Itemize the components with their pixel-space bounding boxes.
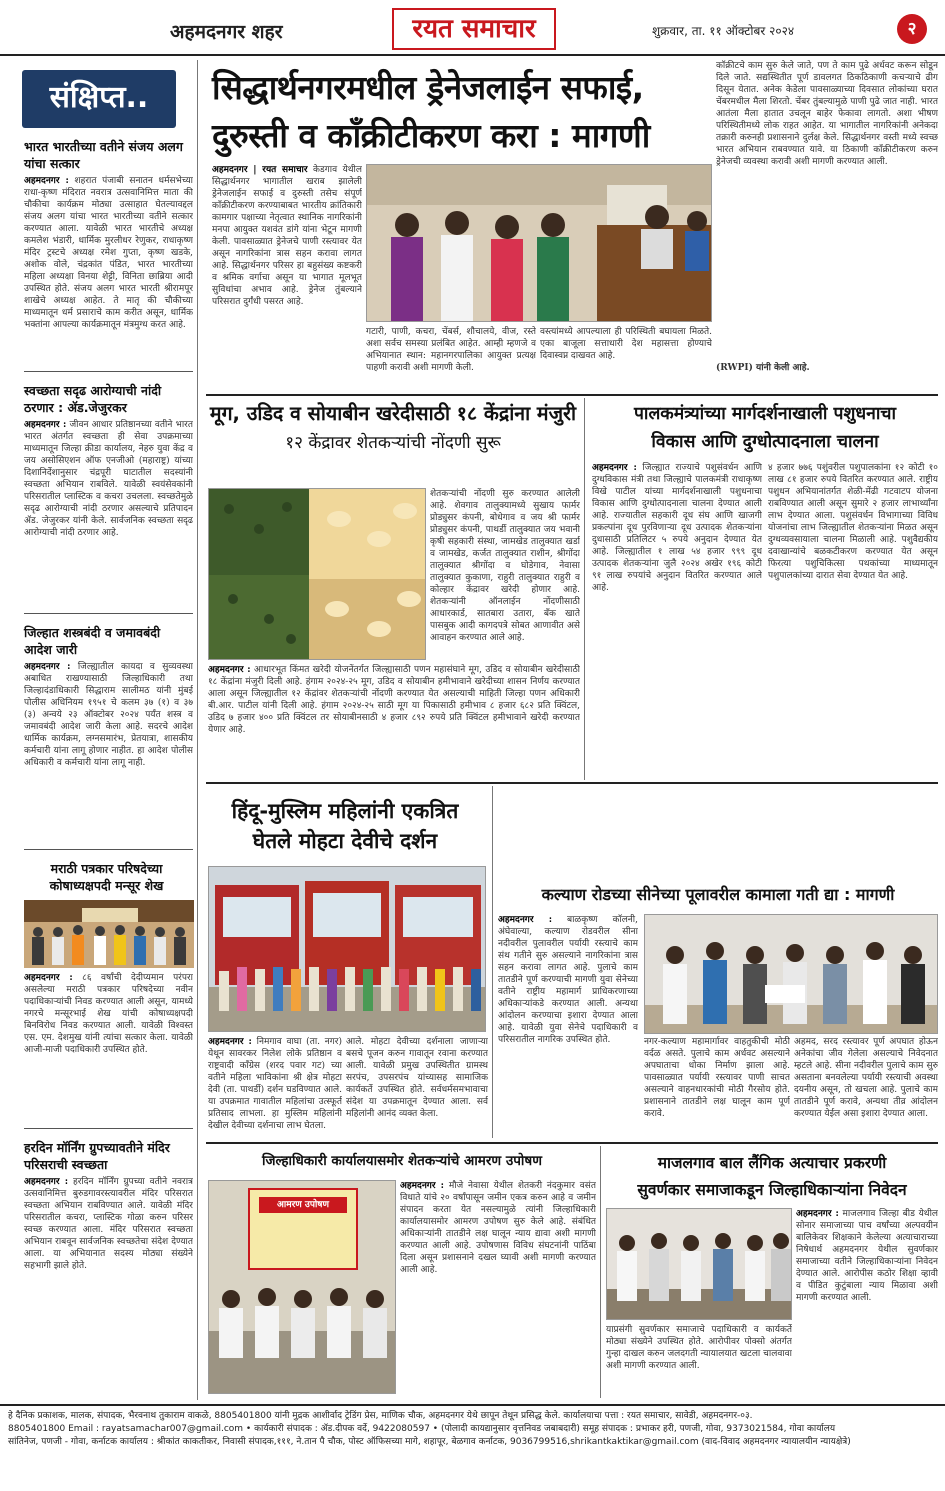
majalgaon-body-col2: याप्रसंगी सुवर्णकार समाजाचे पदाधिकारी व कार्यकर्ते मोठ्या संख्येने उपस्थित होते. आरोपीवर पोक्सो अंतर्गत गुन्हा दाखल करुन जलदगती न्यायालयात खटला चालवावा अशी मागणी करण्यात आली.	[606, 1325, 792, 1371]
lead-photo	[366, 164, 712, 322]
moong-subheadline: १२ केंद्रावर शेतकऱ्यांची नोंदणी सुरू	[285, 433, 501, 453]
goldsmith-delegation-image	[607, 1209, 792, 1320]
brief-heading: भारत भारतीच्या वतीने संजय अलग यांचा सत्कार	[24, 139, 183, 171]
collector-headline: जिल्हाधिकारी कार्यालयासमोर शेतकऱ्यांचे आमरण उपोषण	[262, 1153, 542, 1169]
dateline: अहमदनगर | रयत समाचार	[212, 165, 308, 175]
dateline: अहमदनगर :	[24, 1177, 69, 1187]
grains-image	[209, 489, 426, 660]
dateline: अहमदनगर :	[24, 176, 69, 186]
felicitation-photo	[24, 900, 193, 968]
kalyan-body-col3: अहमद, सरद रस्त्यावर पूर्ण अपघात होऊन अनेकांचा जीव गेलेला असल्याचे निवेदनात म्हटले आहे. सीना नदीवरील पुलाचे काम सुरु असताना बनवलेल्या पर्यायी रस्त्याची अवस्था दयनीय असून, तो खचला आहे. पुलाचे काम तातडीने पूर्ण करावे, अन्यथा तीव्र आंदोलन करण्यात येईल असा इशारा देण्यात आला.	[794, 1037, 938, 1119]
dateline: अहमदनगर :	[592, 463, 637, 473]
hunger-strike-banner: आमरण उपोषण	[277, 1200, 329, 1210]
brief-item	[6, 138, 193, 363]
kalyan-headline: कल्याण रोडच्या सीनेच्या पूलावरील कामाला गती द्या : मागणी	[541, 885, 895, 904]
imprint-line: हे दैनिक प्रकाशक, मालक, संपादक, भैरवनाथ तुकाराम वाकळे, 8805401800 यांनी मुद्रक आशीर्वाद ट्रेडिंग प्रेस, माणिक चौक, अहमदनगर येथे छापून तेथून प्रसिद्ध केले. कार्यालयाचा पत्ता : रयत समाचार, सावेडी, अहमदनगर-०३.	[8, 1411, 753, 1421]
dateline: अहमदनगर :	[498, 915, 553, 925]
brief-heading: स्वच्छता सदृढ आरोग्याची नांदी ठरणार : ॲड.जेजुरकर	[24, 383, 162, 415]
dateline: अहमदनगर :	[796, 1209, 839, 1219]
majalgaon-headline	[606, 1150, 938, 1204]
brief-news-title: संक्षिप्त..	[22, 70, 176, 128]
page-header	[0, 0, 945, 56]
palak-headline	[592, 400, 938, 456]
majalgaon-headline-line: सुवर्णकार समाजाकडून जिल्हाधिकाऱ्यांना निवेदन	[637, 1181, 907, 1199]
goldsmith-photo	[606, 1208, 792, 1320]
dateline: अहमदनगर :	[208, 1037, 252, 1047]
hindu-body-col2: आले. मोहटा देवीच्या दर्शनाला जाणाऱ्या बसचे पूजन करुन गावातून रवाना करण्यात आली. यावेळी प्रमुख उपस्थितीत ग्रामस्थ सरपंच, उपसरपंच यांच्यासह सामाजिक कार्यकर्ते उपस्थित होते. सर्वधर्मसमभावाचा संदेश या उपक्रमातून देण्यात आला. सर्व महिलांनी आनंद व्यक्त केला.	[346, 1037, 488, 1119]
hindu-headline-line: हिंदू-मुस्लिम महिलांनी एकत्रित	[231, 799, 459, 823]
brief-heading: जिल्हात शस्त्रबंदी व जमावबंदी आदेश जारी	[24, 625, 161, 657]
memorandum-photo	[644, 914, 938, 1034]
column-divider	[600, 1146, 601, 1398]
collector-body: अहमदनगर : मौजे नेवासा येथील शेतकरी नंदकुमार वसंत विधाते यांचे २० वर्षांपासून जमीन एकत्र करुन आहे व जमीन संपादन करता येत नसल्यामुळे त्यांनी जिल्हाधिकारी कार्यालयासमोर आमरण उपोषण सुरु केले आहे. संबंधित अधिकाऱ्यांनी तातडीने लक्ष घालून न्याय द्यावा अशी मागणी करण्यात आली आहे. उपोषणास विविध संघटनांनी पाठिंबा दिला असून प्रशासनाने दखल घ्यावी अशी मागणी करण्यात आली आहे.	[400, 1181, 596, 1275]
brief-body: अहमदनगर : जीवन आधार प्रतिष्ठानच्या वतीने भारत भारत अंतर्गत स्वच्छता ही सेवा उपक्रमाच्या माध्यमातून जिल्हा क्रीडा कार्यालय, नेहरु युवा केंद्र व जय असोसिएशन ऑफ एनजीओ (महाराष्ट्र) यांच्या दिशानिर्देशानुसार चंद्रपूरी घाटातील सदस्यांनी स्वच्छता अभियान राबविले. यावेळी स्वयंसेवकांनी परिसरातील प्लास्टिक व कचरा उचलला. स्वच्छतेमुळे सदृढ आरोग्याची नांदी ठरणार असल्याचे प्रतिपादन ॲड. जेजुरकर यांनी केले. सार्वजनिक स्वच्छता सदृढ आरोग्याची नांदी ठरणार आहे.	[24, 420, 193, 538]
memorandum-image	[645, 915, 938, 1034]
lead-body-col2: गटारी, पाणी, कचरा, चेंबर्स, शौचालये, वीज, रस्ते अशा सर्वच समस्या प्रलंबित आहेत. आम्ही म्हणजे व अभियानात स्थान: महानगरपालिका आयुक्त प्रत्यक्ष पाहणी करावी अशी मागणी केली.	[366, 327, 536, 373]
column-divider	[584, 398, 585, 780]
bus-photo	[208, 866, 486, 1032]
kalyan-body-col2: नगर-कल्याण महामार्गावर वाहतुकीची मोठी वर्दळ असते. पुलाचे काम अर्धवट असल्याने अपघाताचा धोका निर्माण झाला आहे. पावसाळ्यात पर्यायी रस्त्यावर पाणी साचत असल्याने वाहनधारकांची मोठी गैरसोय होते. प्रशासनाने तातडीने लक्ष घालून काम पूर्ण करावे.	[644, 1037, 790, 1119]
divider	[24, 849, 193, 850]
majalgaon-headline-line: माजलगाव बाल लैंगिक अत्याचार प्रकरणी	[657, 1154, 887, 1172]
imprint-line: सांतिनेज, पणजी - गोवा, कर्नाटक कार्यालय : श्रीकांत काकतीकर, निवासी संपादक,१११, ने.तान पै चौक, पोस्ट ऑफिसच्या मागे, शहापूर, बेळगाव कर्नाटक, 9036799516,shrikantkaktikar@gmail.com (वाद-विवाद अहमदनगर न्यायालयीन न्यायक्षेत्रे)	[8, 1437, 851, 1447]
imprint-footer	[0, 1404, 945, 1491]
page-number-badge: २	[897, 14, 927, 44]
lead-headline	[212, 64, 712, 160]
dateline: अहमदनगर :	[400, 1181, 444, 1191]
hunger-strike-photo	[208, 1180, 396, 1394]
palak-headline-line: पालकमंत्र्यांच्या मार्गदर्शनाखाली पशुधनाचा	[633, 404, 897, 424]
lead-body-col1: अहमदनगर | रयत समाचार केडगाव येथील सिद्धार्थनगर भागातील खराब झालेली ड्रेनेजलाईन सफाई व दुरुस्ती तसेच संपूर्ण कॉंक्रीटीकरण करण्याबाबत भारतीय क्रांतिकारी कामगार पक्षाच्या नेतृत्वात स्थानिक नागरिकांनी मनपा आयुक्त यशवंत डांगे यांना भेटून मागणी केली. पावसाळ्यात ड्रेनेजचे पाणी रस्त्यावर येत असून नागरिकांना त्रास सहन करावा लागत आहे. सिद्धार्थनगर परिसर हा बहुसंख्य कष्टकरी व श्रमिक वर्गाचा असून या भागात मूलभूत सुविधांचा अभाव आहे. ड्रेनेज तुंबल्याने परिसरात दुर्गंधी पसरत आहे.	[212, 165, 362, 307]
section-divider	[206, 394, 938, 396]
lead-continuation: कॉक्रीटचे काम सुरु केले जाते, पण ते काम पुढे अर्धवट करून सोडून दिले जाते. सद्यस्थितीत पूर्ण डावलगत ठिकठिकाणी कचऱ्याचे ढीग दिसून येतात. अनेक केडेला पावसाळ्याच्या दिवसात लोकांच्या घरात चेंबरमधील मैला शिरतो. चेंबर तुंबल्यामुळे पाणी पुढे जात नाही. भारत आतंला मैला हातात उचलून बाहेर फेकावा लागतो. अशा भीषण परिस्थितीमध्ये लोक राहत आहेत. या भागातील नागरिकांनी अनेकदा तक्रारी करुनही प्रशासनाने दुर्लक्ष केले. सिद्धार्थनगर वस्ती मध्ये स्वच्छ भारत अभियान राबवण्यात यावे. या ठिकाणी कॉंक्रीटीकरण करुन ड्रेनेजची व्यवस्था करावी अशी मागणी करण्यात आली.	[716, 61, 938, 167]
city-label: अहमदनगर शहर	[170, 21, 283, 43]
issue-date: शुक्रवार, ता. ११ ऑक्टोबर २०२४	[652, 24, 795, 38]
kalyan-body: अहमदनगर : बाळकृष्ण कॉलनी, अंघेवाल्या, कल्याण रोडवरील सीना नदीवरील पुलावरील पर्यायी रस्त्याचे काम संथ गतीने सुरु असल्याने नागरिकांना त्रास सहन करावा लागत आहे. पुलाचे काम तातडीने पूर्ण करण्याची मागणी युवा सेनेच्या वतीने राष्ट्रीय महामार्ग प्राधिकरणाच्या अधिकाऱ्यांकडे करण्यात आली. अन्यथा आंदोलन करण्याचा इशारा देण्यात आला आहे. यावेळी युवा सेनेचे पदाधिकारी व परिसरातील नागरिक उपस्थित होते.	[498, 915, 638, 1045]
section-divider	[206, 782, 938, 784]
brief-body: अहमदनगर : शहरात पंजाबी सनातन धर्मसभेच्या राधा-कृष्ण मंदिरात नवरात्र उत्सवानिमित्त माता की चौकीचा कार्यक्रम मोठ्या उत्साहात घेतल्यावद्दल संजय अलग यांचा भारत भारतीच्या वतीने सत्कार करण्यात आला. यावेळी भारत भारतीचे अध्यक्ष कमलेश भंडारी, धार्मिक मुरलीधर रेणुकर, राधाकृष्ण मंदिर ट्रस्टचे अध्यक्ष रमेश गुप्ता, कृष्ण खडके, अशोक वोले, चंद्रकांत पंडित, भारत भारतीच्या महिला अध्यक्षा विनया शेट्टी, विनिता छाब्रिया आदी उपस्थित होते. संजय अलग भारत भारती श्रीरामपूर शाखेचे अध्यक्ष आहेत. ते मातृ की चौकीच्या माध्यमातून धर्म प्रसाराचे काम करीत असून, धार्मिक भक्तांना आपल्या कार्यक्रमातून मंत्रमुग्ध करत आहे.	[24, 176, 193, 330]
palak-body-col2: ४ हजार ७७६ पशुंवरील पशुपालकांना १२ कोटी १० लाख ८१ हजार रुपये वितरित करण्यात आले. राष्ट्रीय पशुधन अभियानांतर्गत शेळी-मेंढी गटवाटप योजना राबविण्यात आली असून सुमारे २ हजार लाभार्थ्यांना लाभ देण्यात आला. पशुसंवर्धन विभागाच्या विविध योजनांचा लाभ जिल्ह्यातील शेतकऱ्यांना मिळत असून दुग्धव्यवसायाला चालना मिळाली आहे. पशुवैद्यकीय दवाखान्यांचे बळकटीकरण करण्यात येत असून फिरत्या पशुचिकित्सा पथकांच्या माध्यमातून पशुपालकांच्या दारात सेवा देण्यात येत आहे.	[768, 463, 938, 581]
masthead-logo: रयत समाचार	[392, 8, 556, 50]
moong-body-col2: शेतकऱ्यांची नोंदणी सुरु करण्यात आलेली आहे. शेवगाव तालुक्यामध्ये सुखाय फार्मर प्रोड्युसर कंपनी, बोधेगाव व जय श्री फार्मर प्रोड्युसर कंपनी, पाथर्डी तालुक्यात जय भवानी कृषी सहकारी संस्था, जामखेड तालुक्यात खर्डा व जामखेड, कर्जत तालुक्यात राशीन, श्रीगोंदा तालुक्यात श्रीगोंदा व घोडेगाव, नेवासा तालुक्यात कुकाणा, राहुरी तालुक्यात राहुरी व कोल्हार केंद्रावर खरेदी होणार आहे. शेतकऱ्यांनी ऑनलाईन नोंदणीसाठी आधारकार्ड, सातबारा उतारा, बँक खाते पासबुक आदी कागदपत्रे सोबत आणावीत असे आवाहन करण्यात आले आहे.	[430, 489, 580, 643]
brief-item	[6, 860, 193, 1120]
brief-body: अहमदनगर : हरदिन मॉर्निंग ग्रुपच्या वतीने नवरात्र उत्सवानिमित्त बुरुडगावरस्त्यावरील मंदिर परिसरात स्वच्छता अभियान राबविण्यात आले. यावेळी मंदिर परिसरातील कचरा, प्लास्टिक गोळा करुन परिसर स्वच्छ करण्यात आला. मंदिर परिसरात स्वच्छता अभियान राबवून सार्वजनिक स्वच्छतेचा संदेश देण्यात आला. या अभियानात सदस्य मोठ्या संख्येने सहभागी झाले होते.	[24, 1177, 193, 1271]
dateline: अहमदनगर :	[24, 973, 73, 983]
grains-photo	[208, 488, 426, 660]
brief-item	[6, 624, 193, 841]
hindu-body: अहमदनगर : निमगाव वाघा (ता. नगर) येथून सावरकर निलेश लोके प्रतिष्ठान व राष्ट्रवादी कॉंग्रेस (शरद पवार गट) च्या वतीने महिला भाविकांना श्री क्षेत्र मोहटा देवी (ता. पाथर्डी) दर्शन घडविण्यात आले. या उपक्रमात गावातील महिलांचा उत्स्फूर्त प्रतिसाद लाभला. हा मुस्लिम महिलांनी देखील देवीच्या दर्शनाचा लाभ घेतला.	[208, 1037, 342, 1131]
lead-headline-line: दुरुस्ती व कॉंक्रीटीकरण करा : मागणी	[212, 116, 650, 155]
palak-headline-line: विकास आणि दुग्धोत्पादनाला चालना	[651, 432, 879, 452]
group-photo-image	[24, 900, 194, 968]
brief-heading: मराठी पत्रकार परिषदेच्या कोषाध्यक्षपदी मन्सूर शेख	[49, 861, 164, 893]
brief-heading: हरदिन मॉर्निंग ग्रुपच्यावतीने मंदिर परिसराची स्वच्छता	[24, 1140, 170, 1172]
lead-headline-line: सिद्धार्थनगरमधील ड्रेनेजलाईन सफाई,	[212, 68, 644, 107]
hindu-headline	[206, 796, 484, 856]
brief-item	[6, 382, 193, 605]
dateline: अहमदनगर :	[208, 665, 251, 675]
dateline: अहमदनगर :	[24, 420, 67, 430]
palak-body: अहमदनगर : जिल्ह्यात राज्याचे पशुसंवर्धन आणि दुग्धविकास मंत्री तथा जिल्ह्याचे पालकमंत्री राधाकृष्ण विखे पाटील यांच्या मार्गदर्शनाखाली पशुधनाचा विकास आणि दुग्धोत्पादनाला चालना देण्यात आली आहे. राज्यातील सहकारी दूध संघ आणि खाजगी प्रकल्पांना दूध पुरविणाऱ्या दूध उत्पादक शेतकऱ्यांना दुधासाठी प्रतिलिटर ५ रुपये अनुदान देण्यात येत आहे. जिल्ह्यातील १ लाख ५४ हजार ९९९ दूध उत्पादक शेतकऱ्यांना जुलै २०२४ अखेर १९६ कोटी ९१ लाख रुपयांचे अनुदान वितरित करण्यात आले आहे.	[592, 463, 762, 593]
divider	[24, 613, 193, 614]
moong-body: अहमदनगर : आधारभूत किंमत खरेदी योजनेंतर्गत जिल्ह्यासाठी पणन महासंघाने मूग, उडिद व सोयाबीन खरेदीसाठी १८ केंद्रांना मंजुरी दिली आहे. हंगाम २०२४-२५ मूग, उडिद व सोयाबीन हमीभावाने खरेदीच्या शासन निर्णय करण्यात आला असून जिल्ह्यातील १२ केंद्रांवर शेतकऱ्यांची नोंदणी करण्यात येत असल्याची माहिती जिल्हा पणन अधिकारी बी.आर. पाटील यांनी दिली आहे. हंगाम २०२४-२५ साठी मूग या पिकासाठी हमीभाव ८ हजार ६८२ प्रति क्विंटल, उडिद ७ हजार ४०० प्रति क्विंटल तर सोयाबीनसाठी ४ हजार ८९२ रुपये प्रति क्विंटल हमीभावाने खरेदी करण्यात येणार आहे.	[208, 665, 580, 735]
delegation-photo-image	[367, 165, 712, 322]
brief-body: अहमदनगर : जिल्ह्यातील कायदा व सुव्यवस्था अबाधित राखण्यासाठी जिल्हाधिकारी तथा जिल्हादंडाधिकारी सिद्धाराम सालीमठ यांनी मुंबई पोलीस अधिनियम १९५१ चे कलम ३७ (१) व ३७ (३) अन्वये २३ ऑक्टोबर २०२४ पर्यंत शस्त्र व जमावबंदी आदेश जारी केला आहे. सदरचे आदेश धार्मिक कार्यक्रम, लग्नसमारंभ, प्रेतयात्रा, शासकीय कर्मचारी यांना लागू होणार नाहीत. हा आदेश पोलीस अधिकारी व कर्मचारी यांना लागू नाही.	[24, 662, 193, 768]
party-tag: (RWPI) यांनी केली आहे.	[716, 363, 810, 373]
moong-headline: मूग, उडिद व सोयाबीन खरेदीसाठी १८ केंद्रांना मंजुरी	[209, 402, 577, 425]
dateline: अहमदनगर :	[24, 662, 71, 672]
brief-body: अहमदनगर : ८६ वर्षांची देदीप्यमान परंपरा असलेल्या मराठी पत्रकार परिषदेच्या नवीन पदाधिकाऱ्यांची निवड करण्यात आली असून, यामध्ये नगरचे मन्सूरभाई शेख यांची कोषाध्यक्षपदी बिनविरोध निवड करण्यात आली. यावेळी विश्वस्त एस. एम. देशमुख यांनी त्यांचा सत्कार केला. यावेळी आजी-माजी पदाधिकारी उपस्थित होते.	[24, 973, 193, 1055]
section-divider	[206, 1142, 938, 1144]
divider	[24, 371, 193, 372]
imprint-line: 8805401800 Email : rayatsamachar007@gmail.com • कार्यकारी संपादक : ॲड.दीपक वर्दे, 9422080597 • (पोलादी कायद्यानुसार वृत्तनिवड जबाबदारी) समूह संपादक : प्रभाकर हरी, पणजी, गोवा, 9373021584, गोवा कार्यालय	[8, 1424, 836, 1434]
column-divider	[492, 786, 493, 1138]
majalgaon-body: अहमदनगर : माजलगाव जिल्हा बीड येथील सोनार समाजाच्या पाच वर्षांच्या अल्पवयीन बालिकेवर शिक्षकाने केलेल्या अत्याचाराच्या निषेधार्थ अहमदनगर येथील सुवर्णकार समाजाच्या वतीने जिल्हाधिकाऱ्यांना निवेदन देण्यात आले. आरोपीस कठोर शिक्षा व्हावी व पीडित कुटुंबाला न्याय मिळावा अशी मागणी करण्यात आली.	[796, 1209, 938, 1303]
hindu-headline-line: घेतले मोहटा देवीचे दर्शन	[252, 829, 438, 853]
brief-news-column	[6, 60, 198, 1400]
bus-group-image	[209, 867, 486, 1032]
divider	[24, 1128, 193, 1129]
brief-item	[6, 1139, 193, 1336]
lead-body-col3: वस्त्यांमध्ये आपल्याला ही परिस्थिती बघायला मिळते. एका बाजूला सत्ताधारी देश महासत्ता होण्याचे दिवास्वप्न दाखवत आहे.	[540, 327, 712, 361]
